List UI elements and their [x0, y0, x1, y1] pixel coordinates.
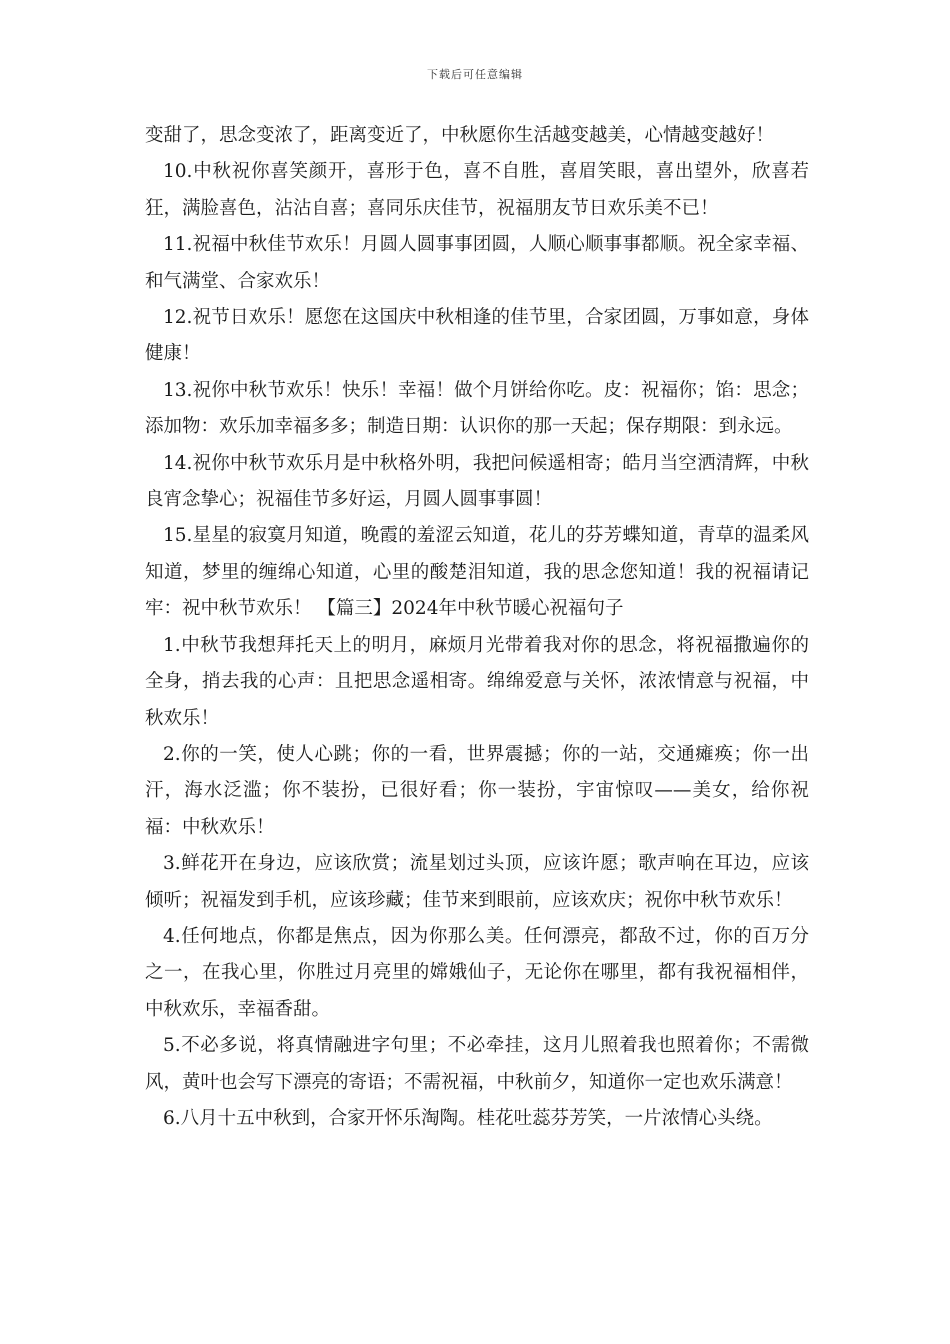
- paragraph-item-13: 13.祝你中秋节欢乐！快乐！幸福！做个月饼给你吃。皮：祝福你；馅：思念；添加物：欢乐加幸福多多；制造日期：认识你的那一天起；保存期限：到永远。: [145, 379, 809, 438]
- paragraph-section3-item-1: 1.中秋节我想拜托天上的明月，麻烦月光带着我对你的思念，将祝福撒遍你的全身，捎去我的心声：且把思念遥相寄。绵绵爱意与关怀，浓浓情意与祝福，中秋欢乐！: [145, 634, 809, 729]
- paragraph-section3-item-5: 5.不必多说，将真情融进字句里；不必牵挂，这月儿照着我也照着你；不需微风，黄叶也会写下漂亮的寄语；不需祝福，中秋前夕，知道你一定也欢乐满意！: [145, 1035, 809, 1093]
- paragraph-continuation: 变甜了，思念变浓了，距离变近了，中秋愿你生活越变越美，心情越变越好！: [145, 125, 775, 146]
- paragraph-section3-item-3: 3.鲜花开在身边，应该欣赏；流星划过头顶，应该许愿；歌声响在耳边，应该倾听；祝福发到手机，应该珍藏；佳节来到眼前，应该欢庆；祝你中秋节欢乐！: [145, 853, 809, 911]
- paragraph-item-12: 12.祝节日欢乐！愿您在这国庆中秋相逢的佳节里，合家团圆，万事如意，身体健康！: [145, 307, 809, 365]
- paragraph-item-10: 10.中秋祝你喜笑颜开，喜形于色，喜不自胜，喜眉笑眼，喜出望外，欣喜若狂，满脸喜色，沾沾自喜；喜同乐庆佳节，祝福朋友节日欢乐美不已！: [145, 161, 809, 219]
- page-header: 下载后可任意编辑: [427, 68, 523, 81]
- paragraph-section3-item-4: 4.任何地点，你都是焦点，因为你那么美。任何漂亮，都敌不过，你的百万分之一，在我心里，你胜过月亮里的嫦娥仙子，无论你在哪里，都有我祝福相伴，中秋欢乐，幸福香甜。: [145, 925, 809, 1020]
- paragraph-section3-item-6: 6.八月十五中秋到，合家开怀乐淘陶。桂花吐蕊芬芳笑，一片浓情心头绕。: [163, 1107, 773, 1129]
- paragraph-item-14: 14.祝你中秋节欢乐月是中秋格外明，我把问候遥相寄；皓月当空洒清辉，中秋良宵念挚心；祝福佳节多好运，月圆人圆事事圆！: [145, 452, 809, 511]
- paragraph-item-15: 15.星星的寂寞月知道，晚霞的羞涩云知道，花儿的芬芳蝶知道，青草的温柔风知道，梦里的缠绵心知道，心里的酸楚泪知道，我的思念您知道！我的祝福请记牢：祝中秋节欢乐！ 【篇三】2024年中秋节暖心祝福句子: [145, 525, 809, 620]
- paragraph-item-11: 11.祝福中秋佳节欢乐！月圆人圆事事团圆，人顺心顺事事都顺。祝全家幸福、和气满堂、合家欢乐！: [145, 234, 809, 292]
- document-body: [145, 118, 809, 1137]
- paragraph-section3-item-2: 2.你的一笑，使人心跳；你的一看，世界震撼；你的一站，交通瘫痪；你一出汗，海水泛滥；你不装扮，已很好看；你一装扮，宇宙惊叹——美女，给你祝福：中秋欢乐！: [145, 743, 809, 838]
